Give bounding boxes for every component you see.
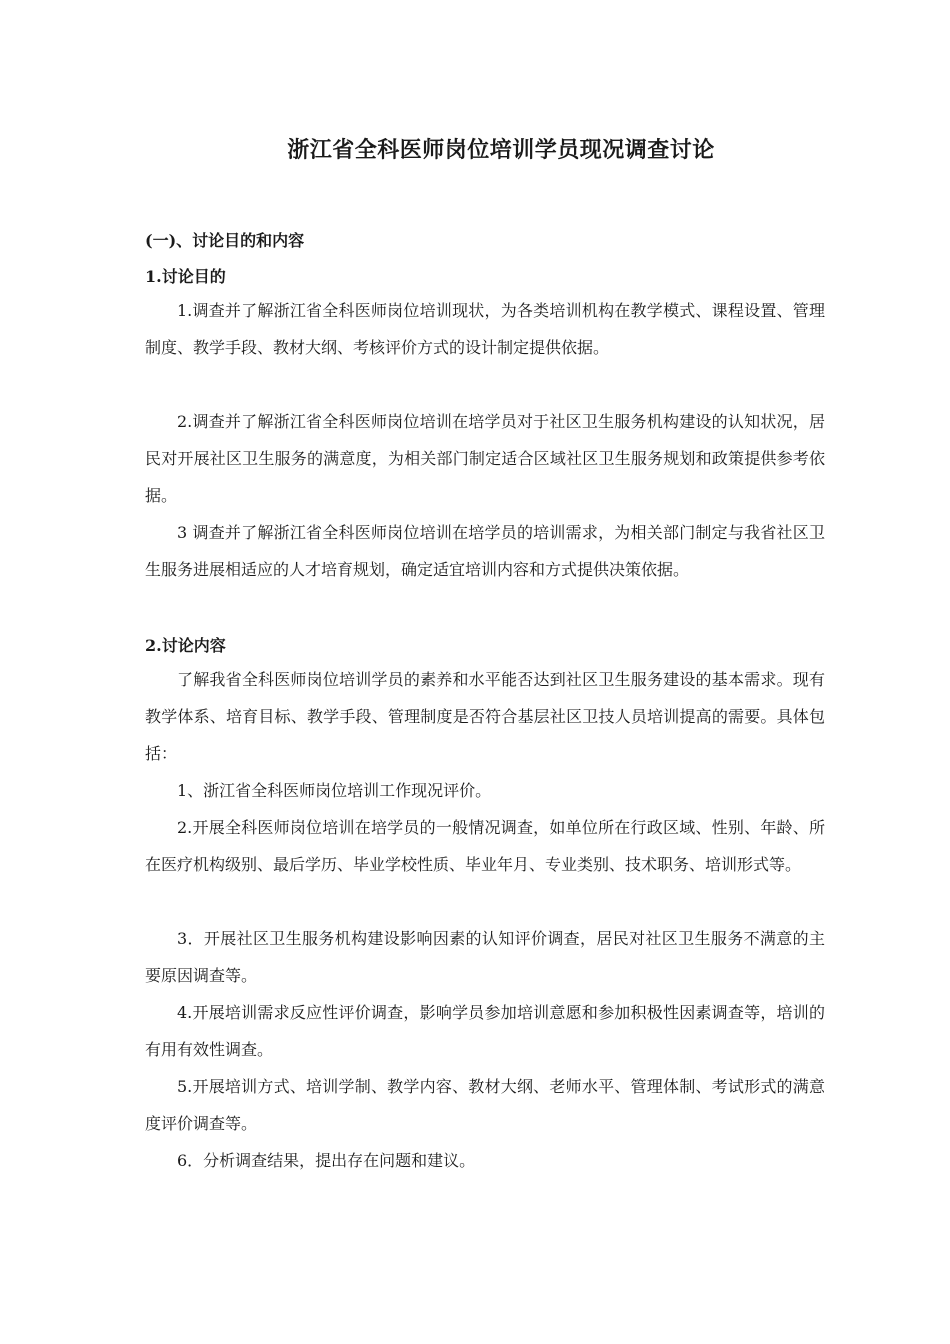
subheading-purpose: 1.讨论目的 — [145, 267, 226, 286]
paragraph-10: 6．分析调查结果，提出存在问题和建议。 — [177, 1151, 476, 1170]
paragraph-6: 2.开展全科医师岗位培训在培学员的一般情况调查，如单位所在行政区域、性别、年龄、所在医疗机构级别、最后学历、毕业学校性质、毕业年月、专业类别、技术职务、培训形式等。 — [145, 818, 825, 874]
paragraph-4: 了解我省全科医师岗位培训学员的素养和水平能否达到社区卫生服务建设的基本需求。现有教学体系、培育目标、教学手段、管理制度是否符合基层社区卫技人员培训提高的需要。具体包括： — [145, 670, 825, 763]
document-title: 浙江省全科医师岗位培训学员现况调查讨论 — [287, 137, 715, 163]
paragraph-2: 2.调查并了解浙江省全科医师岗位培训在培学员对于社区卫生服务机构建设的认知状况，居民对开展社区卫生服务的满意度，为相关部门制定适合区域社区卫生服务规划和政策提供参考依据。 — [145, 412, 825, 505]
subheading-content: 2.讨论内容 — [145, 636, 226, 655]
paragraph-7: 3．开展社区卫生服务机构建设影响因素的认知评价调查，居民对社区卫生服务不满意的主要原因调查等。 — [145, 929, 825, 985]
paragraph-1: 1.调查并了解浙江省全科医师岗位培训现状，为各类培训机构在教学模式、课程设置、管理制度、教学手段、教材大纲、考核评价方式的设计制定提供依据。 — [145, 301, 825, 357]
paragraph-5: 1、浙江省全科医师岗位培训工作现况评价。 — [177, 781, 492, 800]
paragraph-3: 3 调查并了解浙江省全科医师岗位培训在培学员的培训需求，为相关部门制定与我省社区卫生服务进展相适应的人才培育规划，确定适宜培训内容和方式提供决策依据。 — [145, 523, 825, 579]
paragraph-9: 5.开展培训方式、培训学制、教学内容、教材大纲、老师水平、管理体制、考试形式的满意度评价调查等。 — [145, 1077, 825, 1133]
paragraph-8: 4.开展培训需求反应性评价调查，影响学员参加培训意愿和参加积极性因素调查等，培训的有用有效性调查。 — [145, 1003, 825, 1059]
section-heading-1: (一)、讨论目的和内容 — [145, 231, 305, 250]
